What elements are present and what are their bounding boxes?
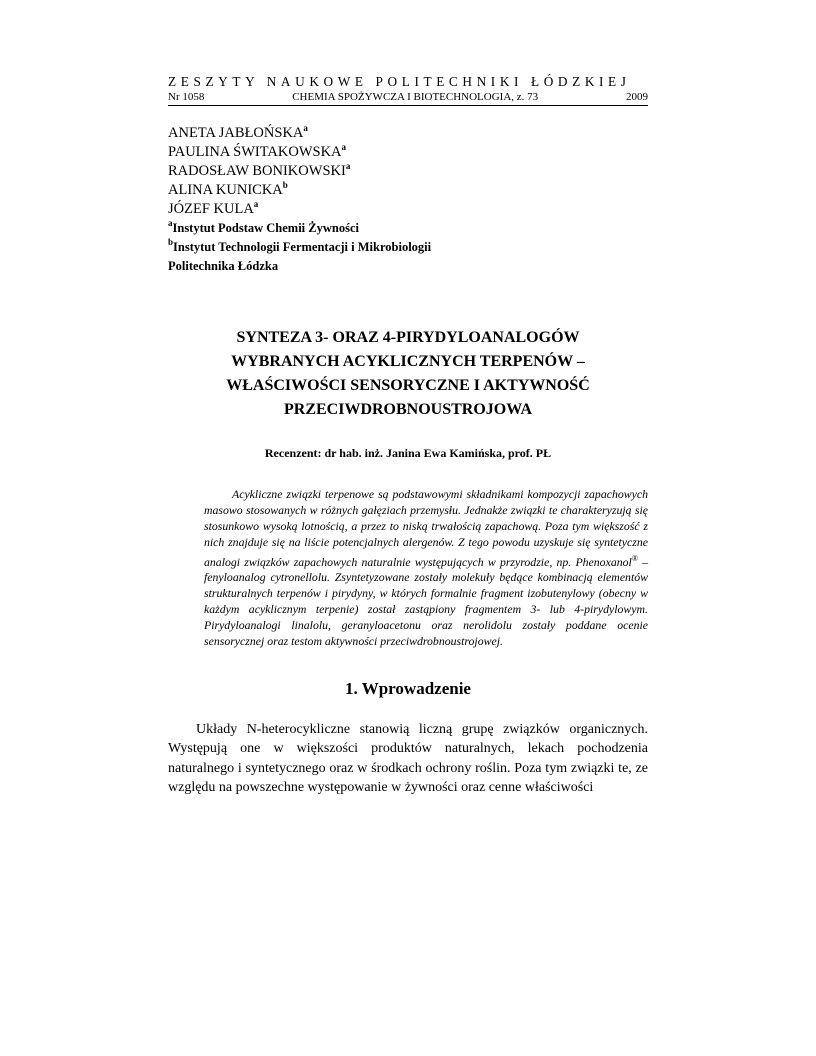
abstract-text-part2: – fenyloanalog cytronellolu. Zsyntetyzowane zostały molekuły będące kombinacją elementów strukturalnych terpenów i pirydyny, w których formalnie fragment izobutenylowy (obecny w każdym acyklicznym terpenie) został zastąpiony fragmentem 3- lub 4-pirydylowym. Pirydyloanalogi linalolu, geranyloacetonu oraz nerolidolu zostały poddane ocenie sensorycznej oraz testom aktywności przeciwdrobnoustrojowej.: [204, 554, 648, 649]
author: ANETA JABŁOŃSKA$^a$: [168, 123, 308, 141]
title-line: PRZECIWDROBNOUSTROJOWA: [283, 401, 533, 418]
author: JÓZEF KULA$^a$: [168, 199, 259, 217]
affiliation: $^b$Instytut Technologii Fermentacji i Mikrobiologii: [168, 237, 432, 254]
affiliation: $^a$Instytut Podstaw Chemii Żywności: [168, 218, 359, 235]
journal-series-title: ZESZYTY NAUKOWE POLITECHNIKI ŁÓDZKIEJ: [168, 74, 631, 89]
title-line: SYNTEZA 3- ORAZ 4-PIRYDYLOANALOGÓW: [236, 329, 580, 346]
issue-number: Nr 1058: [168, 91, 205, 103]
abstract-text-part1: Acykliczne związki terpenowe są podstawowymi składnikami kompozycji zapachowych masowo stosowanych w różnych gałęziach przemysłu. Jednakże związki te charakteryzują się stosunkowo wysoką lotnością, a przez to niską trwałością zapachową. Poza tym większość z nich znajduje się na liście potencjalnych alergenów. Z tego powodu uzyskuje się syntetyczne analogi związków zapachowych naturalnie występujących w przyrodzie, np. Phenoxanol: [204, 487, 648, 569]
journal-meta-row: [168, 91, 648, 106]
title-line: WŁAŚCIWOŚCI SENSORYCZNE I AKTYWNOŚĆ: [226, 377, 590, 394]
paper-title: [168, 326, 648, 422]
institution: Politechnika Łódzka: [168, 259, 279, 273]
author: RADOSŁAW BONIKOWSKI$^a$: [168, 161, 351, 179]
title-line: WYBRANYCH ACYKLICZNYCH TERPENÓW –: [231, 353, 585, 370]
journal-section: CHEMIA SPOŻYWCZA I BIOTECHNOLOGIA, z. 73: [292, 91, 539, 103]
author: PAULINA ŚWITAKOWSKA$^a$: [168, 142, 347, 160]
author-list: [168, 124, 648, 276]
author: ALINA KUNICKA$^b$: [168, 180, 288, 198]
body-paragraph: Układy N-heterocykliczne stanowią liczną grupę związków organicznych. Występują one w większości produktów naturalnych, lekach pochodzenia naturalnego i syntetycznego oraz w środkach ochrony roślin. Poza tym związki te, ze względu na powszechne występowanie w żywności oraz cenne właściwości: [168, 721, 648, 796]
document-page: [168, 72, 648, 798]
abstract: [168, 487, 648, 650]
publication-year: 2009: [625, 91, 648, 103]
reviewer-line: Recenzent: dr hab. inż. Janina Ewa Kamińska, prof. PŁ: [264, 446, 552, 460]
trademark-symbol: ®: [631, 553, 638, 563]
section-heading: 1. Wprowadzenie: [345, 678, 471, 698]
